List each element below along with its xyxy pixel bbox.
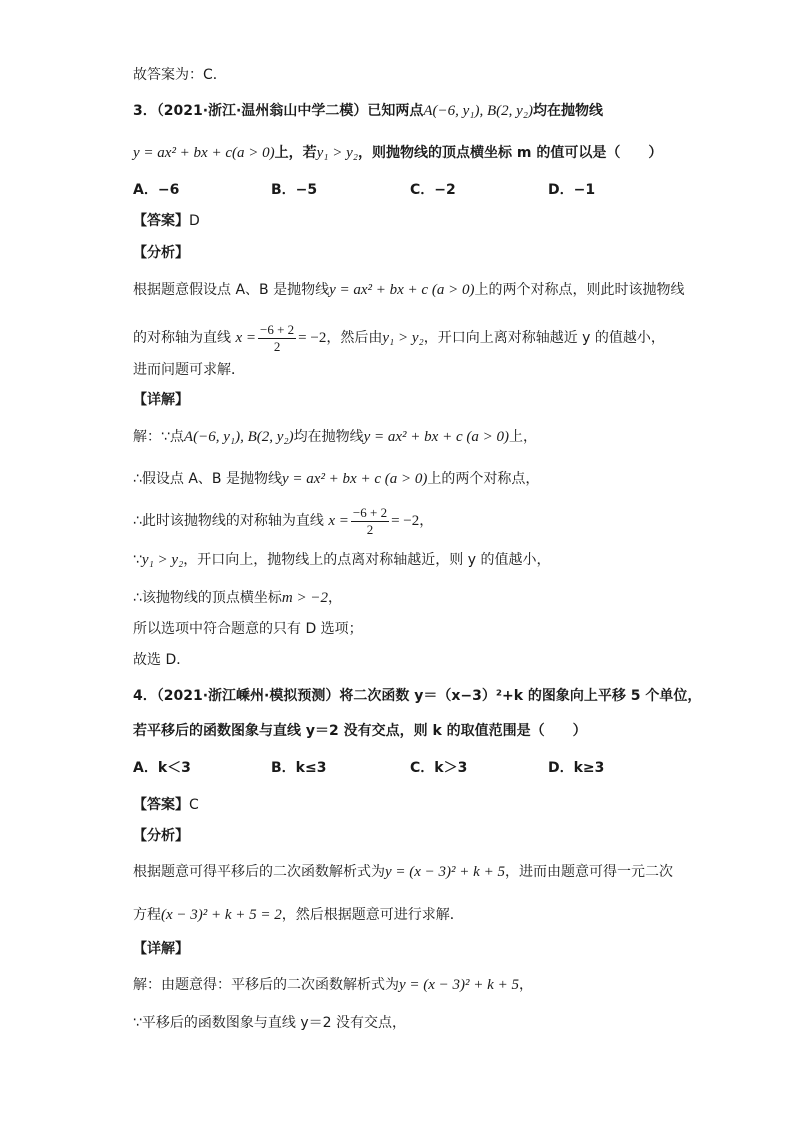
q3-detail-line-5: [133, 588, 342, 608]
q4-an2-text-a: 方程: [133, 907, 161, 923]
q3-an2-text-c: ，开口向上离对称轴越近 y 的值越小，: [423, 330, 665, 346]
q4-option-c: C．k＞3: [410, 760, 468, 776]
q3-option-a: A．−6: [133, 182, 180, 198]
q4-an1-math: y = (x − 3)² + k + 5: [385, 864, 505, 880]
q4-option-b: B．k≤3: [271, 760, 327, 776]
question-3-stem-line-2: [133, 143, 662, 163]
q4-an2-text-b: ，然后根据题意可进行求解．: [281, 907, 464, 923]
q3-an1-math: y = ax² + bx + c (a > 0): [329, 282, 475, 298]
q3-an2-text-a: 的对称轴为直线: [133, 330, 231, 346]
answer-label: 【答案】: [133, 213, 189, 229]
q3-detail-line-2: [133, 469, 539, 489]
q3-detail-line-6: 所以选项中符合题意的只有 D 选项；: [133, 621, 363, 637]
q3-an2-text-b: ，然后由: [326, 330, 383, 346]
q3-analysis-line-2: [133, 320, 665, 356]
q4-answer-line: [133, 795, 199, 815]
q4-d1-text-b: ，: [518, 977, 533, 993]
q3-an2-math: y₁ > y₂: [382, 330, 424, 346]
q3-d4-text-b: ，开口向上，抛物线上的点离对称轴越近，则 y 的值越小，: [183, 552, 551, 568]
q3-option-c: C．−2: [410, 182, 456, 198]
q3-an2-frac-lhs: x =: [235, 330, 256, 346]
question-4-stem-line-2: 若平移后的函数图象与直线 y＝2 没有交点，则 k 的取值范围是（ ）: [133, 723, 587, 739]
q3-d3-frac-lhs: x =: [328, 513, 349, 529]
previous-answer-line: 故答案为：C．: [133, 67, 227, 83]
q3-stem-tail: 均在抛物线: [533, 103, 604, 119]
q3-d3-text-a: ∴此时该抛物线的对称轴为直线: [133, 513, 324, 529]
q3-d5-math: m > −2: [281, 590, 328, 606]
q3-detail-line-7: 故选 D．: [133, 652, 191, 668]
q4-answer-label: 【答案】: [133, 797, 189, 813]
q3-detail-line-3: [133, 503, 433, 539]
q3-d1-math: A(−6, y₁), B(2, y₂): [183, 429, 294, 445]
question-4-stem-line-1: 4．（2021·浙江嵊州·模拟预测）将二次函数 y＝（x−3）²+k 的图象向上平移 5 个单位，: [133, 688, 702, 704]
q4-option-d: D．k≥3: [548, 760, 605, 776]
q3-stem-tail-2: ，则抛物线的顶点横坐标 m 的值可以是（ ）: [357, 145, 663, 161]
q3-detail-label: 【详解】: [133, 392, 189, 408]
q3-an2-fraction-numerator: −6 + 2: [259, 321, 295, 337]
q3-parabola-math: y = ax² + bx + c(a > 0): [133, 145, 275, 161]
q4-an2-math: (x − 3)² + k + 5 = 2: [161, 907, 282, 923]
q3-d3-fraction-denominator: 2: [366, 521, 374, 537]
q3-stem-text: 3．（2021·浙江·温州翁山中学二模）已知两点: [133, 103, 424, 119]
q4-option-a: A．k＜3: [133, 760, 191, 776]
q3-d1-text-a: 解：∵点: [133, 429, 184, 445]
q3-answer-line: [133, 211, 200, 231]
q3-analysis-line-1: [133, 280, 684, 300]
q3-d1-text-c: 上，: [508, 429, 537, 445]
q3-option-b: B．−5: [271, 182, 318, 198]
q3-detail-line-4: [133, 550, 550, 570]
q3-points-math: A(−6, y₁), B(2, y₂): [423, 103, 534, 119]
q3-d1-math-2: y = ax² + bx + c (a > 0): [363, 429, 509, 445]
q4-analysis-line-2: [133, 905, 464, 925]
q3-d3-fraction-numerator: −6 + 2: [352, 504, 388, 520]
q3-analysis-line-3: 进而问题可求解．: [133, 362, 245, 378]
q4-analysis-line-1: [133, 862, 673, 882]
q4-an1-text-a: 根据题意可得平移后的二次函数解析式为: [133, 864, 385, 880]
q3-d4-text-a: ∵: [133, 552, 142, 568]
q4-d1-text-a: 解：由题意得：平移后的二次函数解析式为: [133, 977, 399, 993]
q3-analysis-label: 【分析】: [133, 245, 189, 261]
q3-d3-fraction: [351, 505, 389, 538]
q3-detail-line-1: [133, 427, 537, 447]
q3-stem-mid: 上，若: [274, 145, 317, 161]
q3-option-d: D．−1: [548, 182, 596, 198]
q3-d2-math: y = ax² + bx + c (a > 0): [282, 471, 428, 487]
q3-answer-value: D: [189, 213, 200, 229]
q4-detail-line-2: ∵平移后的函数图象与直线 y＝2 没有交点，: [133, 1015, 406, 1031]
q4-answer-value: C: [189, 797, 199, 813]
q4-an1-text-b: ，进而由题意可得一元二次: [504, 864, 673, 880]
q3-an2-fraction: [258, 322, 296, 355]
q3-an2-fraction-denominator: 2: [273, 338, 281, 354]
q3-an1-text-b: 上的两个对称点，则此时该抛物线: [474, 282, 685, 298]
q3-d2-text-a: ∴假设点 A、B 是抛物线: [133, 471, 282, 487]
q3-d5-text-a: ∴该抛物线的顶点横坐标: [133, 590, 282, 606]
q4-detail-line-1: [133, 975, 533, 995]
q3-an2-frac-rhs: = −2: [298, 330, 327, 346]
q4-d1-math: y = (x − 3)² + k + 5: [399, 977, 519, 993]
q3-d5-text-b: ，: [328, 590, 342, 606]
q3-d1-text-b: 均在抛物线: [293, 429, 364, 445]
q4-analysis-label: 【分析】: [133, 828, 189, 844]
q3-d2-text-b: 上的两个对称点，: [427, 471, 540, 487]
q3-d3-text-c: ，: [419, 513, 434, 529]
question-3-stem-line-1: [133, 101, 603, 121]
q3-inequality-math: y₁ > y₂: [316, 145, 358, 161]
q3-d4-math: y₁ > y₂: [141, 552, 184, 568]
q3-d3-frac-rhs: = −2: [391, 513, 420, 529]
q4-detail-label: 【详解】: [133, 941, 189, 957]
q3-an1-text-a: 根据题意假设点 A、B 是抛物线: [133, 282, 330, 298]
